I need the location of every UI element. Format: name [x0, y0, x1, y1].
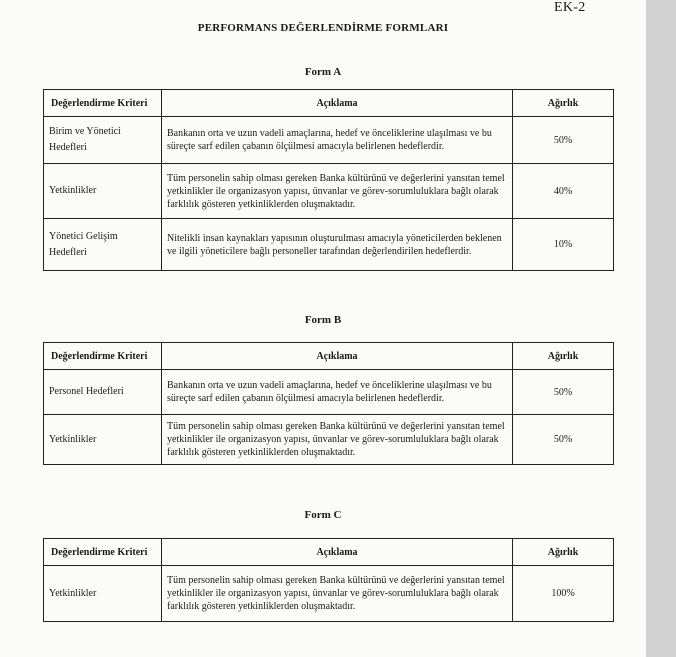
header-criterion: Değerlendirme Kriteri: [44, 539, 162, 566]
row-weight: 10%: [513, 219, 614, 271]
row-weight: 40%: [513, 164, 614, 219]
header-description: Açıklama: [162, 90, 513, 117]
form-c-title: Form C: [304, 509, 342, 521]
header-weight: Ağırlık: [513, 90, 614, 117]
row-criterion: Birim ve Yönetici Hedefleri: [44, 117, 162, 164]
header-criterion: Değerlendirme Kriteri: [44, 343, 162, 370]
row-weight: 50%: [513, 415, 614, 465]
table-header-row: [44, 539, 614, 566]
row-criterion: Yetkinlikler: [44, 164, 162, 219]
form-a-table: [43, 89, 614, 271]
row-description: Tüm personelin sahip olması gereken Banka kültürünü ve değerlerini yansıtan temel yetkinlikler ile organizasyon yapısı, ünvanlar ve görev-sorumluluklara bağlı olarak farklılık gösteren yetkinliklerden oluşmaktadır.: [162, 415, 513, 465]
row-criterion: Yönetici Gelişim Hedefleri: [44, 219, 162, 271]
row-weight: 100%: [513, 566, 614, 622]
table-row: [44, 164, 614, 219]
table-row: [44, 219, 614, 271]
form-a-title: Form A: [304, 66, 342, 78]
row-weight: 50%: [513, 117, 614, 164]
table-row: [44, 415, 614, 465]
row-description: Bankanın orta ve uzun vadeli amaçlarına, hedef ve önceliklerine ulaşılması ve bu süreçte sarf edilen çabanın ölçülmesi amacıyla belirlenen hedeflerdir.: [162, 370, 513, 415]
row-criterion: Yetkinlikler: [44, 566, 162, 622]
header-description: Açıklama: [162, 343, 513, 370]
table-header-row: [44, 343, 614, 370]
table-row: [44, 370, 614, 415]
form-b-table: [43, 342, 614, 465]
header-weight: Ağırlık: [513, 539, 614, 566]
form-c-table: [43, 538, 614, 622]
attachment-label: EK-2: [554, 0, 586, 15]
row-description: Tüm personelin sahip olması gereken Banka kültürünü ve değerlerini yansıtan temel yetkinlikler ile organizasyon yapısı, ünvanlar ve görev-sorumluluklara bağlı olarak farklılık gösteren yetkinliklerden oluşmaktadır.: [162, 566, 513, 622]
row-description: Nitelikli insan kaynakları yapısının oluşturulması amacıyla yöneticilerden beklenen ve ilgili yöneticilere bağlı personeller tarafından değerlendirilen hedeflerdir.: [162, 219, 513, 271]
document-title: PERFORMANS DEĞERLENDİRME FORMLARI: [197, 22, 449, 34]
row-criterion: Personel Hedefleri: [44, 370, 162, 415]
row-description: Tüm personelin sahip olması gereken Banka kültürünü ve değerlerini yansıtan temel yetkinlikler ile organizasyon yapısı, ünvanlar ve görev-sorumluluklara bağlı olarak farklılık gösteren yetkinliklerden oluşmaktadır.: [162, 164, 513, 219]
header-criterion: Değerlendirme Kriteri: [44, 90, 162, 117]
row-description: Bankanın orta ve uzun vadeli amaçlarına, hedef ve önceliklerine ulaşılması ve bu süreçte sarf edilen çabanın ölçülmesi amacıyla belirlenen hedeflerdir.: [162, 117, 513, 164]
table-header-row: [44, 90, 614, 117]
table-row: [44, 566, 614, 622]
form-b-title: Form B: [304, 314, 342, 326]
row-weight: 50%: [513, 370, 614, 415]
row-criterion: Yetkinlikler: [44, 415, 162, 465]
table-row: [44, 117, 614, 164]
header-weight: Ağırlık: [513, 343, 614, 370]
header-description: Açıklama: [162, 539, 513, 566]
